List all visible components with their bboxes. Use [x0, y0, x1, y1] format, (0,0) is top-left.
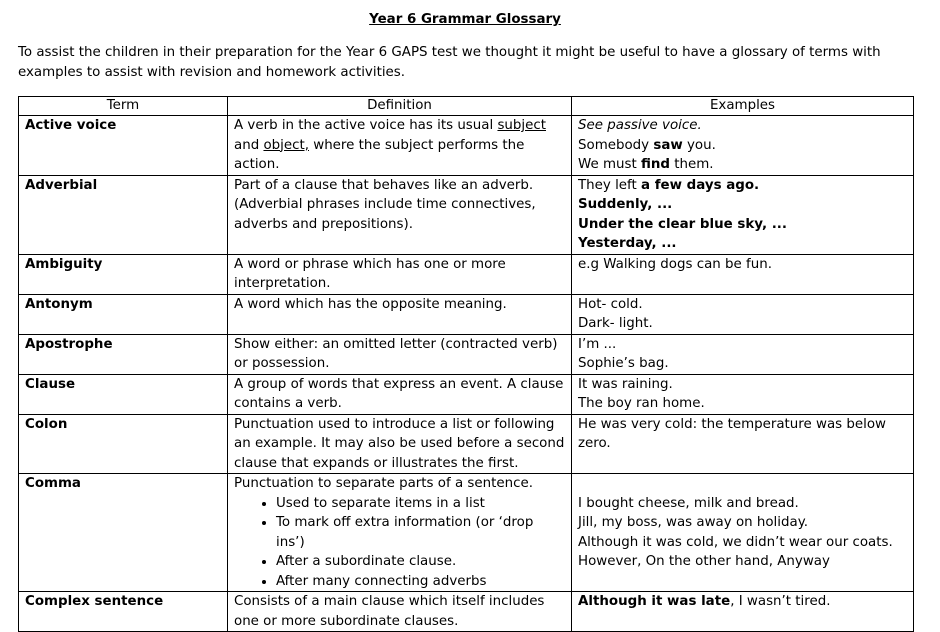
definition-cell: Part of a clause that behaves like an adverb. (Adverbial phrases include time connectives, adverbs and prepositions). — [228, 175, 572, 254]
table-row — [19, 414, 914, 474]
term-cell: Antonym — [19, 294, 228, 334]
example-spacer — [578, 474, 907, 494]
definition-subject: subject — [497, 118, 546, 133]
example-line — [578, 136, 907, 156]
term-cell: Adverbial — [19, 175, 228, 254]
examples-cell — [572, 374, 914, 414]
example-line: Hot- cold. — [578, 296, 643, 312]
term-cell: Clause — [19, 374, 228, 414]
bullet-item: • Used to separate items in a list — [276, 494, 565, 514]
definition-cell: A word or phrase which has one or more interpretation. — [228, 254, 572, 294]
page-title: Year 6 Grammar Glossary — [369, 12, 561, 27]
example-emphasis: find — [640, 157, 671, 172]
table-row — [19, 334, 914, 374]
examples-cell — [572, 294, 914, 334]
bullet-item: • To mark off extra information (or ‘drop ins’) — [276, 513, 565, 552]
example-line: Yesterday, ... — [578, 236, 677, 251]
example-line: The boy ran home. — [578, 396, 705, 411]
example-line: Jill, my boss, was away on holiday. — [578, 515, 808, 530]
examples-cell — [572, 116, 914, 176]
examples-cell — [572, 592, 914, 632]
definition-text: A verb in the active voice has its usual — [234, 118, 498, 133]
example-emphasis: a few days ago. — [641, 177, 760, 193]
intro-paragraph: To assist the children in their preparation for the Year 6 GAPS test we thought it might be useful to have a glossary of terms with examples to assist with revision and homework activities. — [18, 45, 881, 80]
term-cell: Colon — [19, 414, 228, 474]
definition-cell: A word which has the opposite meaning. — [228, 294, 572, 334]
table-row — [19, 374, 914, 414]
example-line — [578, 155, 907, 175]
example-line: I bought cheese, milk and bread. — [578, 495, 799, 511]
examples-cell: He was very cold: the temperature was below zero. — [572, 414, 914, 474]
example-line: Suddenly, ... — [578, 197, 673, 212]
example-line: Sophie’s bag. — [578, 356, 669, 371]
example-line — [578, 176, 907, 196]
term-cell: Active voice — [19, 116, 228, 176]
definition-text: and — [234, 137, 264, 153]
header-row — [19, 97, 914, 116]
term-cell: Complex sentence — [19, 592, 228, 632]
example-text: We must — [578, 157, 641, 172]
table-row — [19, 474, 914, 592]
glossary-table — [18, 96, 914, 632]
example-line: However, On the other hand, Anyway — [578, 554, 830, 569]
definition-cell — [228, 474, 572, 592]
term-cell: Ambiguity — [19, 254, 228, 294]
examples-cell — [572, 175, 914, 254]
term-cell: Comma — [19, 474, 228, 592]
bullet-item: • After a subordinate clause. — [276, 552, 565, 572]
table-row — [19, 254, 914, 294]
definition-cell: A group of words that express an event. A clause contains a verb. — [228, 374, 572, 414]
example-emphasis: Although it was late — [578, 594, 731, 609]
example-text: They left — [578, 177, 642, 193]
table-row — [19, 116, 914, 176]
example-text: , I wasn’t tired. — [730, 594, 831, 609]
example-line: I’m ... — [578, 336, 617, 352]
definition-column-header: Definition — [228, 97, 572, 116]
definition-cell: Punctuation used to introduce a list or following an example. It may also be used before a second clause that expands or illustrates the first. — [228, 414, 572, 474]
example-text: them. — [670, 157, 714, 172]
definition-text: Punctuation to separate parts of a sentence. — [234, 476, 533, 491]
term-cell: Apostrophe — [19, 334, 228, 374]
example-text: Somebody — [578, 137, 654, 153]
example-line: Although it was cold, we didn’t wear our coats. — [578, 534, 893, 550]
example-line: It was raining. — [578, 376, 673, 392]
term-column-header: Term — [19, 97, 228, 116]
examples-cell — [572, 334, 914, 374]
bullet-item: • After many connecting adverbs — [276, 572, 565, 592]
example-line: Under the clear blue sky, ... — [578, 216, 787, 232]
definition-text: where the subject performs the action. — [234, 137, 525, 172]
definition-cell — [228, 116, 572, 176]
example-text: you. — [682, 137, 716, 153]
definition-cell: Show either: an omitted letter (contracted verb) or possession. — [228, 334, 572, 374]
definition-cell: Consists of a main clause which itself includes one or more subordinate clauses. — [228, 592, 572, 632]
table-row — [19, 294, 914, 334]
examples-column-header: Examples — [572, 97, 914, 116]
examples-cell — [572, 474, 914, 592]
example-line: See passive voice. — [578, 118, 702, 133]
example-emphasis: saw — [653, 137, 683, 153]
table-row — [19, 592, 914, 632]
examples-cell: e.g Walking dogs can be fun. — [572, 254, 914, 294]
definition-object: object, — [263, 137, 309, 153]
table-row — [19, 175, 914, 254]
definition-bullet-list — [234, 494, 565, 592]
example-line: Dark- light. — [578, 316, 653, 331]
